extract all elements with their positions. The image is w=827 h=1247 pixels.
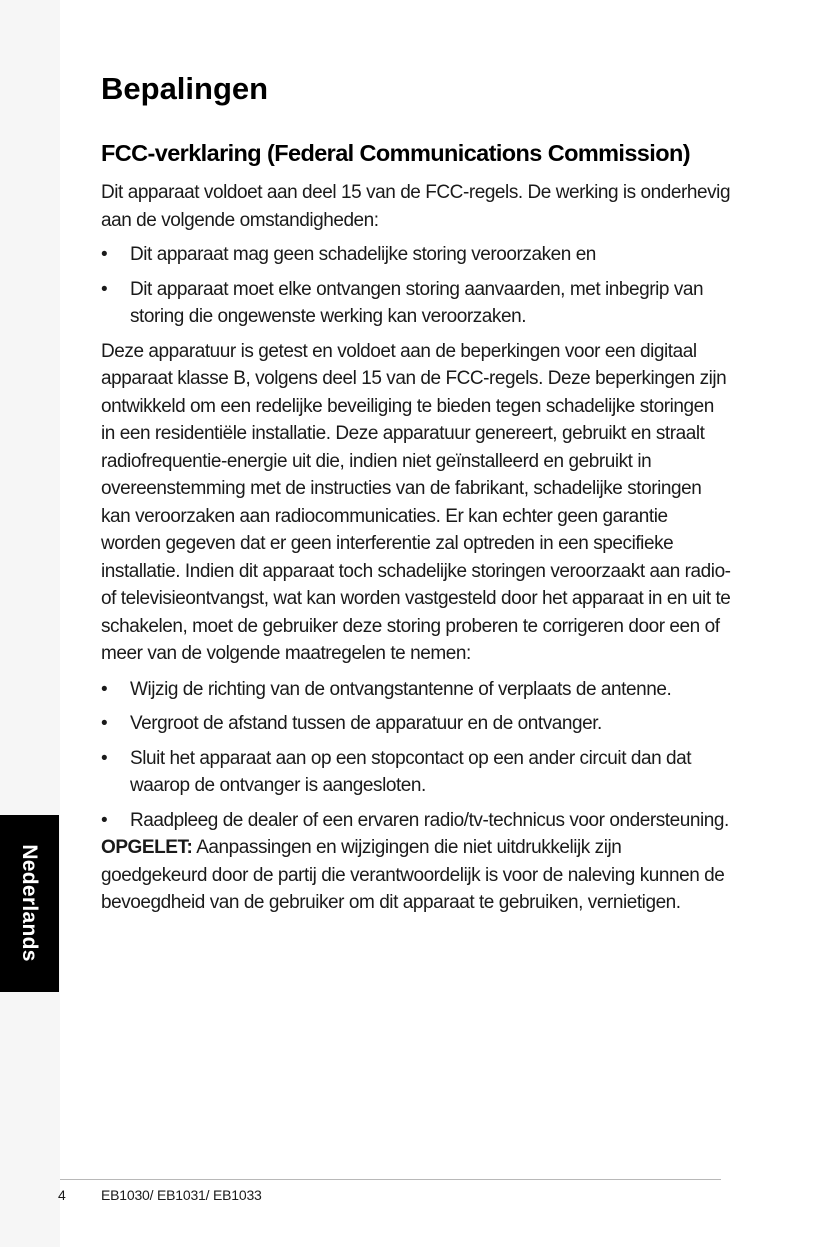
language-tab-label: Nederlands: [18, 844, 41, 962]
list-item: [101, 241, 731, 269]
page-margin-strip: [0, 0, 60, 1247]
list-item: [101, 807, 731, 835]
warning-label: OPGELET:: [101, 837, 193, 858]
list-item: [101, 745, 731, 800]
measure-text: Sluit het apparaat aan op een stopcontact op een ander circuit dan dat waarop de ontvanger is aangesloten.: [130, 747, 692, 796]
measure-text: Raadpleeg de dealer of een ervaren radio/tv-technicus voor ondersteuning.: [130, 809, 729, 831]
fcc-warning-paragraph: [101, 834, 731, 917]
bullet-icon: •: [101, 678, 108, 700]
measure-text: Vergroot de afstand tussen de apparatuur en de ontvanger.: [130, 713, 602, 734]
bullet-icon: •: [101, 244, 108, 265]
measure-text: Wijzig de richting van de ontvangstantenne of verplaats de antenne.: [130, 678, 672, 700]
condition-text: Dit apparaat moet elke ontvangen storing aanvaarden, met inbegrip van storing die ongewenste werking kan veroorzaken.: [130, 278, 704, 327]
warning-text: Aanpassingen en wijzigingen die niet uitdrukkelijk zijn goedgekeurd door de partij die verantwoordelijk is voor de naleving kunnen de bevoegdheid van de gebruiker om dit apparaat te gebruiken, vernietigen.: [101, 837, 725, 913]
bullet-icon: •: [101, 713, 108, 734]
list-item: [101, 676, 731, 704]
fcc-section-body: [101, 179, 731, 917]
fcc-body-paragraph: Deze apparatuur is getest en voldoet aan de beperkingen voor een digitaal apparaat klasse B, volgens deel 15 van de FCC-regels. Deze beperkingen zijn ontwikkeld om een redelijke beveiliging te bieden tegen schadelijke storingen in een residentiële installatie. Deze apparatuur genereert, gebruikt en straalt radiofrequentie-energie uit die, indien niet geïnstalleerd en gebruikt in overeenstemming met de instructies van de fabrikant, schadelijke storingen kan veroorzaken aan radiocommunicaties. Er kan echter geen garantie worden gegeven dat er geen interferentie zal optreden in een specifieke installatie. Indien dit apparaat toch schadelijke storingen veroorzaakt aan radio- of televisieontvangst, wat kan worden vastgesteld door het apparaat in en uit te schakelen, moet de gebruiker deze storing proberen te corrigeren door een of meer van de volgende maatregelen te nemen:: [101, 340, 731, 664]
footer-divider: [60, 1179, 721, 1180]
fcc-conditions-list: [101, 241, 731, 331]
page-title: Bepalingen: [101, 71, 269, 106]
list-item: [101, 276, 731, 331]
list-item: [101, 710, 731, 738]
fcc-intro-paragraph: Dit apparaat voldoet aan deel 15 van de FCC-regels. De werking is onderhevig aan de volgende omstandigheden:: [101, 182, 731, 231]
fcc-section-heading: FCC-verklaring (Federal Communications Commission): [101, 140, 690, 166]
bullet-icon: •: [101, 747, 108, 769]
bullet-icon: •: [101, 809, 108, 831]
fcc-measures-list: [101, 676, 731, 835]
footer-model-names: EB1030/ EB1031/ EB1033: [101, 1187, 262, 1203]
condition-text: Dit apparaat mag geen schadelijke storing veroorzaken en: [130, 244, 596, 265]
page-number: 4: [58, 1187, 66, 1203]
bullet-icon: •: [101, 278, 108, 300]
